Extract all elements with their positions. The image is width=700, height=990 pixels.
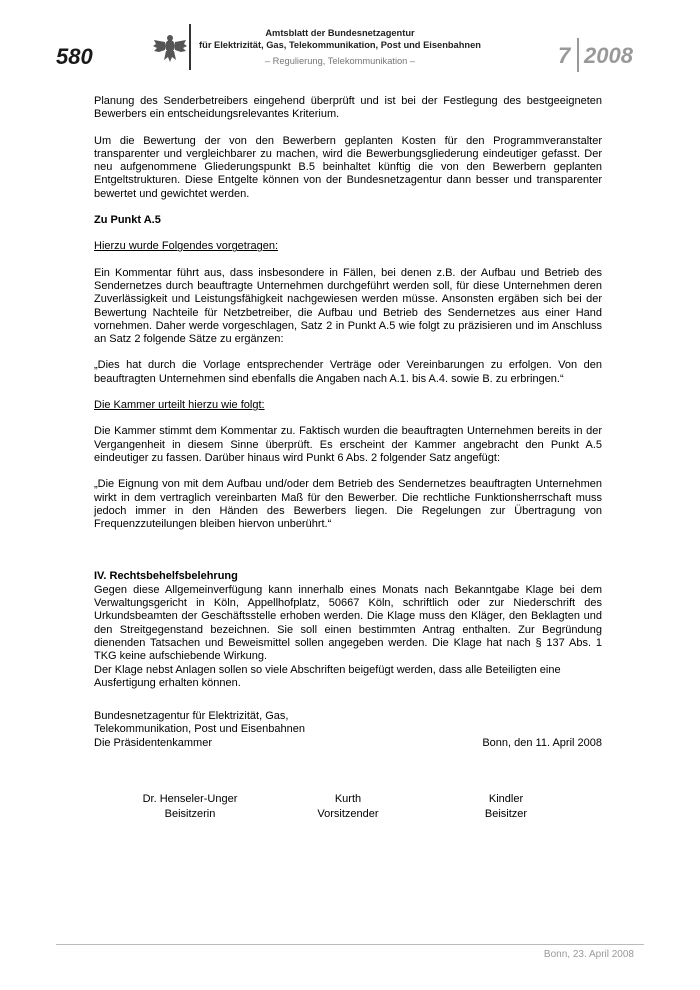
page-number: 580 [56, 44, 93, 69]
document-body [94, 95, 602, 690]
header-subtitle: – Regulierung, Telekommunikation – [264, 56, 416, 66]
place-date: Bonn, den 11. April 2008 [482, 736, 602, 749]
section-heading-iv: IV. Rechtsbehelfsbelehrung [94, 570, 238, 583]
quote: „Die Eignung von mit dem Aufbau und/oder dem Betrieb des Sendernetzes beauftragten Unternehmen wirkt in dem vertraglich vereinbarten Maß für den Bewerber. Die rechtliche Funktionsherrschaft muss jedoch immer in den Händen des Bewerbers liegen. Die Regelungen zur Übertragung von Frequenzzuteilungen bleiben hiervon unberührt.“ [94, 478, 602, 531]
footer-date: Bonn, 23. April 2008 [543, 949, 634, 960]
signer-role: Vorsitzender [317, 808, 379, 820]
org-line: Bundesnetzagentur für Elektrizität, Gas, [94, 710, 289, 722]
org-line: Die Präsidentenkammer [94, 736, 212, 749]
paragraph: Um die Bewertung der von den Bewerbern geplanten Kosten für den Programmveranstalter transparenter und vergleichbarer zu machen, wird die Bewerbungsgliederung eindeutiger gefasst. Der neu aufgenommene Gliederungspunkt B.5 beinhaltet künftig die von den Bewerbern geplanten Entgeltstrukturen. Diese Entgelte können von der Bundesnetzagentur dann besser und transparenter bewertet und gewichtet werden. [94, 134, 602, 200]
org-line: Telekommunikation, Post und Eisenbahnen [94, 723, 305, 736]
issue-number: 7 [558, 43, 571, 68]
header-title-line1: Amtsblatt der Bundesnetzagentur [265, 28, 415, 38]
issue-year: 2008 [584, 43, 633, 68]
signer-name: Dr. Henseler-Unger [142, 793, 238, 805]
paragraph: Die Kammer stimmt dem Kommentar zu. Faktisch wurden die beauftragten Unternehmen bereits in der Vergangenheit in diesem Sinne überprüft. Es erscheint der Kammer angebracht den Punkt A.5 eindeutiger zu fassen. Darüber hinaus wird Punkt 6 Abs. 2 folgender Satz angefügt: [94, 425, 602, 464]
paragraph: Gegen diese Allgemeinverfügung kann innerhalb eines Monats nach Bekanntgabe Klage bei dem Verwaltungsgericht in Köln, Appellhofplatz, 50667 Köln, schriftlich oder zur Niederschrift des Urkundsbeamten der Geschäftsstelle erhoben werden. Die Klage muss den Kläger, den Beklagten und den Streitgegenstand bezeichnen. Sie soll einen bestimmten Antrag enthalten. Zur Begründung dienenden Tatsachen und Beweismittel sollen angegeben werden. Die Klage hat nach § 137 Abs. 1 TKG keine aufschiebende Wirkung. [94, 583, 602, 663]
signer-role: Beisitzerin [164, 808, 216, 820]
signer [426, 792, 586, 822]
subheading-chamber-ruling: Die Kammer urteilt hierzu wie folgt: [94, 399, 265, 412]
signer [110, 792, 270, 822]
issue-divider [577, 38, 579, 72]
header-title-line2: für Elektrizität, Gas, Telekommunikation, Post und Eisenbahnen [199, 40, 481, 50]
paragraph: Ein Kommentar führt aus, dass insbesondere in Fällen, bei denen z.B. der Aufbau und Betrieb des Sendernetzes durch beauftragte Unternehmen durchgeführt werden soll, für diese Unternehmen deren Zuverlässigkeit und Leistungsfähigkeit nachgewiesen werden müsse. Ansonsten ergäben sich bei der Bewertung Nachteile für Netzbetreiber, die Aufbau und Betrieb des Sendernetzes aus einer Hand vornehmen. Daher werde vorgeschlagen, Satz 2 in Punkt A.5 wie folgt zu präzisieren und im Anschluss an Satz 2 folgende Sätze zu ergänzen: [94, 266, 602, 346]
footer-divider [56, 944, 644, 945]
subheading-submissions: Hierzu wurde Folgendes vorgetragen: [94, 240, 279, 253]
signer-name: Kurth [334, 793, 362, 805]
paragraph: Planung des Senderbetreibers eingehend überprüft und ist bei der Festlegung des bestgeeigneten Bewerbers ein entscheidungsrelevantes Kriterium. [94, 95, 602, 121]
signer-role: Beisitzer [484, 808, 528, 820]
signer [268, 792, 428, 822]
paragraph: Der Klage nebst Anlagen sollen so viele Abschriften beigefügt werden, dass alle Beteiligten eine Ausfertigung erhalten können. [94, 663, 561, 689]
signer-name: Kindler [488, 793, 524, 805]
section-heading-a5: Zu Punkt A.5 [94, 214, 161, 227]
signature-block [94, 710, 602, 750]
quote: „Dies hat durch die Vorlage entsprechender Verträge oder Vereinbarungen zu erfolgen. Von den beauftragten Unternehmen sind ebenfalls die Angaben nach A.1. bis A.4. sowie B. zu erbringen.“ [94, 359, 602, 385]
